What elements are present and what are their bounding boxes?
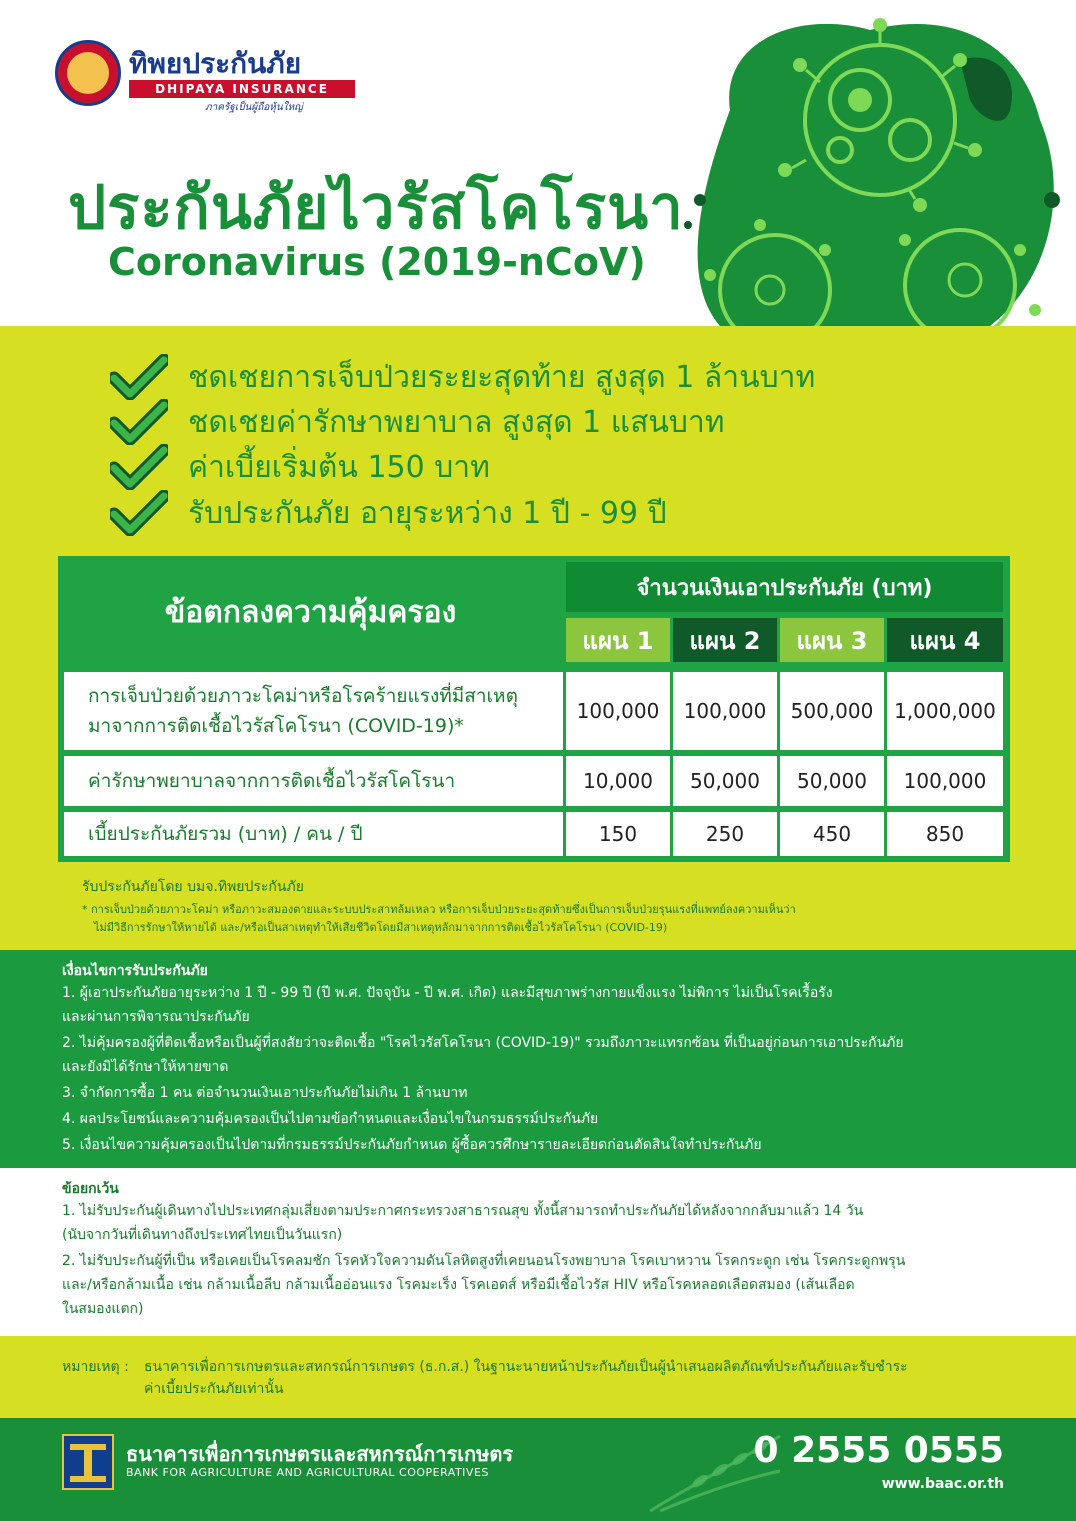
remark-line: ธนาคารเพื่อการเกษตรและสหกรณ์การเกษตร (ธ.ก.ส.) ในฐานะนายหน้าประกันภัยเป็นผู้นำเสนอผลิตภัณฑ์ประกันภัยและรับชำระ — [144, 1359, 908, 1375]
bank-name-en: BANK FOR AGRICULTURE AND AGRICULTURAL COOPERATIVES — [126, 1466, 489, 1479]
brand-tagline: ภาครัฐเป็นผู้ถือหุ้นใหญ่ — [205, 102, 303, 113]
table-cell: 100,000 — [887, 756, 1003, 806]
website-link[interactable]: www.baac.or.th — [881, 1476, 1004, 1492]
header — [0, 0, 1076, 326]
condition-item: 3. จำกัดการซื้อ 1 คน ต่อจำนวนเงินเอาประกันภัยไม่เกิน 1 ล้านบาท — [62, 1085, 468, 1101]
table-cell: 10,000 — [566, 756, 670, 806]
table-cell: 1,000,000 — [887, 672, 1003, 750]
brand-name-th: ทิพยประกันภัย — [129, 47, 302, 80]
benefit-item — [110, 490, 667, 536]
footnote-line: * การเจ็บป่วยด้วยภาวะโคม่า หรือภาวะสมองตายและระบบประสาทล้มเหลว หรือการเจ็บป่วยระยะสุดท้ายซึ่งเป็นการเจ็บป่วยรุนแรงที่แพทย์ลงความเห็นว่า — [82, 903, 796, 916]
exclusion-item: 1. ไม่รับประกันผู้เดินทางไปประเทศกลุ่มเสี่ยงตามประกาศกระทรวงสาธารณสุข ทั้งนี้สามารถทำประกันภัยได้หลังจากกลับมาแล้ว 14 วัน — [62, 1203, 864, 1219]
table-cell: 500,000 — [780, 672, 884, 750]
dhipaya-logo — [55, 38, 355, 118]
exclusion-item: และ/หรือกล้ามเนื้อ เช่น กล้ามเนื้อลีบ กล้ามเนื้ออ่อนแรง โรคมะเร็ง โรคเอดส์ หรือมีเชื้อไวรัส HIV หรือโรคหลอดเลือดสมอง (เส้นเลือด — [62, 1277, 855, 1293]
benefit-text: ชดเชยค่ารักษาพยาบาล สูงสุด 1 แสนบาท — [188, 404, 725, 440]
table-cell: 450 — [780, 812, 884, 856]
dhipaya-seal-icon — [55, 40, 121, 106]
phone-number[interactable]: 0 2555 0555 — [753, 1430, 1004, 1471]
condition-item: 2. ไม่คุ้มครองผู้ที่ติดเชื้อหรือเป็นผู้ที่สงสัยว่าจะติดเชื้อ "โรคไวรัสโคโรนา (COVID-19)" รวมถึงภาวะแทรกซ้อน ที่เป็นอยู่ก่อนการเอาประกันภัย — [62, 1035, 904, 1051]
condition-item: และผ่านการพิจารณาประกันภัย — [62, 1009, 250, 1025]
row-label-line: มาจากการติดเชื้อไวรัสโคโรนา (COVID-19)* — [88, 715, 464, 737]
footnote — [82, 901, 796, 937]
virus-illustration-icon — [660, 0, 1076, 326]
plan-4-header: แผน 4 — [887, 618, 1003, 662]
plan-3-header: แผน 3 — [780, 618, 884, 662]
table-row-label: ค่ารักษาพยาบาลจากการติดเชื้อไวรัสโคโรนา — [64, 756, 563, 806]
footer — [0, 1418, 1076, 1521]
condition-item: 1. ผู้เอาประกันภัยอายุระหว่าง 1 ปี - 99 ปี (ปี พ.ศ. ปัจจุบัน - ปี พ.ศ. เกิด) และมีสุขภาพร่างกายแข็งแรง ไม่พิการ ไม่เป็นโรคเรื้อรัง — [62, 985, 833, 1001]
footnote-line: ไม่มีวิธีการรักษาให้หายได้ และ/หรือเป็นสาเหตุทำให้เสียชีวิตโดยมีสาเหตุหลักมาจากการติดเชื้อไวรัสโคโรนา (COVID-19) — [94, 921, 668, 934]
exclusions-title: ข้อยกเว้น — [62, 1181, 119, 1197]
coverage-heading: ข้อตกลงความคุ้มครอง — [164, 594, 457, 630]
bank-name-th: ธนาคารเพื่อการเกษตรและสหกรณ์การเกษตร — [126, 1442, 514, 1466]
remark-section — [0, 1336, 1076, 1418]
remark-label: หมายเหตุ : — [62, 1359, 129, 1375]
exclusion-item: ในสมองแตก) — [62, 1301, 144, 1317]
brand-name-en: DHIPAYA INSURANCE — [129, 80, 355, 98]
sum-insured-header: จำนวนเงินเอาประกันภัย (บาท) — [566, 562, 1003, 612]
table-row-label: เบี้ยประกันภัยรวม (บาท) / คน / ปี — [64, 812, 563, 856]
conditions-title: เงื่อนไขการรับประกันภัย — [62, 963, 208, 979]
benefit-text: รับประกันภัย อายุระหว่าง 1 ปี - 99 ปี — [188, 495, 667, 531]
underwriter-note: รับประกันภัยโดย บมจ.ทิพยประกันภัย — [82, 879, 304, 895]
benefit-item — [110, 354, 815, 400]
check-icon — [110, 354, 168, 400]
check-icon — [110, 490, 168, 536]
exclusion-item: 2. ไม่รับประกันผู้ที่เป็น หรือเคยเป็นโรคลมชัก โรคหัวใจความดันโลหิตสูงที่เคยนอนโรงพยาบาล โรคเบาหวาน โรคกระดูก เช่น โรคกระดูกพรุน — [62, 1253, 906, 1269]
table-cell: 100,000 — [673, 672, 777, 750]
condition-item: และยังมิได้รักษาให้หายขาด — [62, 1059, 229, 1075]
page-title-th: ประกันภัยไวรัสโคโรนา — [68, 173, 684, 243]
check-icon — [110, 399, 168, 445]
table-row-label — [64, 672, 563, 750]
benefit-item — [110, 399, 725, 445]
table-cell: 100,000 — [566, 672, 670, 750]
table-cell: 50,000 — [780, 756, 884, 806]
benefit-text: ชดเชยการเจ็บป่วยระยะสุดท้าย สูงสุด 1 ล้านบาท — [188, 359, 816, 395]
remark-line: ค่าเบี้ยประกันภัยเท่านั้น — [144, 1381, 284, 1397]
plan-1-header: แผน 1 — [566, 618, 670, 662]
row-label-line: การเจ็บป่วยด้วยภาวะโคม่าหรือโรคร้ายแรงที่มีสาเหตุ — [88, 685, 518, 707]
check-icon — [110, 444, 168, 490]
condition-item: 5. เงื่อนไขความคุ้มครองเป็นไปตามที่กรมธรรม์ประกันภัยกำหนด ผู้ซื้อควรศึกษารายละเอียดก่อนตัดสินใจทำประกันภัย — [62, 1137, 762, 1153]
baac-logo-icon — [62, 1434, 114, 1490]
benefit-text: ค่าเบี้ยเริ่มต้น 150 บาท — [188, 449, 490, 485]
table-cell: 150 — [566, 812, 670, 856]
benefit-item — [110, 444, 490, 490]
exclusions-section — [0, 1168, 1076, 1336]
plan-2-header: แผน 2 — [673, 618, 777, 662]
remark-text — [144, 1356, 908, 1400]
table-cell: 50,000 — [673, 756, 777, 806]
condition-item: 4. ผลประโยชน์และความคุ้มครองเป็นไปตามข้อกำหนดและเงื่อนไขในกรมธรรม์ประกันภัย — [62, 1111, 599, 1127]
coverage-table — [58, 556, 1010, 862]
page-title-en: Coronavirus (2019-nCoV) — [108, 240, 646, 284]
conditions-section — [0, 950, 1076, 1168]
table-cell: 850 — [887, 812, 1003, 856]
exclusion-item: (นับจากวันที่เดินทางถึงประเทศไทยเป็นวันแรก) — [62, 1227, 343, 1243]
table-cell: 250 — [673, 812, 777, 856]
